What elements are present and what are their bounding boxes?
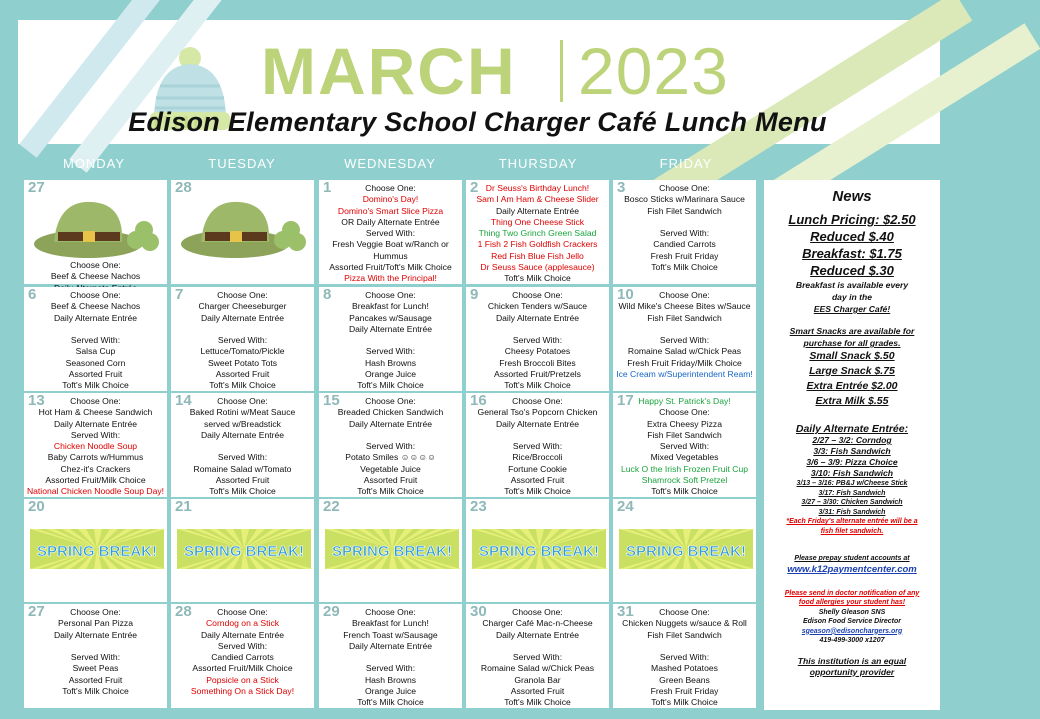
calendar-day-cell: [319, 499, 462, 602]
calendar-day-cell: [613, 604, 756, 708]
menu-line: Assorted Fruit: [68, 369, 123, 380]
day-number: 13: [28, 392, 45, 409]
title-divider: [560, 40, 563, 102]
spring-break-graphic: [472, 529, 606, 569]
day-number: 27: [28, 603, 45, 620]
calendar-day-cell: [171, 287, 314, 391]
alternate-entree-item: 3/31: Fish Sandwich: [818, 508, 886, 516]
calendar-day-cell: [171, 499, 314, 602]
menu-line: Ice Cream w/Superintendent Ream!: [616, 369, 753, 380]
menu-line: Fish Filet Sandwich: [647, 312, 722, 323]
menu-line: [319, 652, 462, 663]
menu-lines: [24, 396, 167, 498]
calendar-day-cell: [24, 393, 167, 497]
menu-line: Choose One:: [659, 290, 710, 300]
weekday-header-friday: FRIDAY: [659, 156, 713, 171]
menu-line: Served With:: [512, 441, 563, 452]
day-number: 22: [323, 498, 340, 515]
day-number: 21: [175, 498, 192, 515]
menu-lines: [466, 183, 609, 285]
calendar-day-cell: [319, 604, 462, 708]
menu-line: Sweet Peas: [72, 663, 119, 674]
menu-line: Daily Alternate Entrée: [495, 312, 580, 323]
menu-line: Fresh Fruit Friday/Milk Choice: [627, 357, 742, 368]
menu-line: Salsa Cup: [75, 346, 116, 357]
day-number: 7: [175, 286, 184, 303]
year-title: 2023: [578, 34, 729, 108]
weekday-header-thursday: THURSDAY: [498, 156, 578, 171]
breakfast-note: Breakfast is available every: [795, 280, 909, 290]
weekday-header-tuesday: TUESDAY: [208, 156, 276, 171]
menu-lines: [466, 290, 609, 392]
menu-line: Chicken Nuggets w/sauce & Roll: [622, 618, 747, 629]
menu-line: Toft's Milk Choice: [62, 686, 129, 697]
allergy-note: Please send in doctor notification of any: [784, 589, 920, 597]
snack-price: Extra Milk $.55: [815, 395, 889, 407]
menu-line: Served With:: [512, 335, 563, 346]
menu-line: Fortune Cookie: [508, 463, 567, 474]
menu-line: Mixed Vegetables: [650, 452, 719, 463]
menu-line: Daily Alternate Entrée: [495, 205, 580, 216]
menu-line: French Toast w/Sausage: [343, 629, 438, 640]
day-number: 15: [323, 392, 340, 409]
menu-line: Served With:: [217, 452, 268, 463]
menu-line: Pizza With the Principal!: [344, 273, 437, 284]
calendar-day-cell: [613, 393, 756, 497]
calendar-day-cell: [466, 499, 609, 602]
menu-line: Dr Seuss Sauce (applesauce): [480, 262, 595, 273]
calendar-day-cell: [613, 287, 756, 391]
day-number: 3: [617, 179, 626, 196]
menu-line: Personal Pan Pizza: [58, 618, 133, 629]
menu-line: [24, 324, 167, 335]
menu-line: Daily Alternate Entrée: [200, 629, 285, 640]
day-number: 14: [175, 392, 192, 409]
menu-line: Choose One:: [659, 407, 710, 418]
menu-line: served w/Breadstick: [204, 418, 281, 429]
spring-break-graphic: [30, 529, 164, 569]
menu-line: [466, 430, 609, 441]
menu-line: Orange Juice: [364, 369, 417, 380]
menu-line: Choose One:: [217, 396, 268, 406]
alternate-entree-item: 3/10: Fish Sandwich: [810, 468, 894, 478]
menu-line: Fish Filet Sandwich: [647, 205, 722, 216]
day-number: 31: [617, 603, 634, 620]
menu-line: Choose One:: [512, 290, 563, 300]
menu-line: Served With:: [70, 429, 121, 440]
menu-line: [24, 641, 167, 652]
menu-line: Granola Bar: [514, 674, 561, 685]
menu-line: Romaine Salad w/Chick Peas: [480, 663, 595, 674]
menu-lines: [466, 396, 609, 498]
menu-line: Beef & Cheese Nachos: [50, 301, 141, 312]
menu-line: Baby Carrots w/Hummus: [47, 452, 144, 463]
spring-break-label: SPRING BREAK!: [183, 543, 305, 560]
menu-line: Choose One:: [512, 607, 563, 617]
weekday-header-monday: MONDAY: [62, 156, 126, 171]
spring-break-graphic: [177, 529, 311, 569]
news-panel: [764, 180, 940, 710]
spring-break-graphic: [619, 529, 753, 569]
menu-line: Choose One:: [659, 183, 710, 193]
alternate-entree-item: 2/27 – 3/2: Corndog: [812, 435, 892, 445]
calendar-day-cell: [171, 604, 314, 708]
alternate-entree-item: 3/6 – 3/9: Pizza Choice: [806, 457, 898, 467]
menu-lines: [171, 396, 314, 498]
menu-line: National Chicken Noodle Soup Day!: [26, 486, 165, 497]
menu-line: Toft's Milk Choice: [651, 262, 718, 273]
day-number: 23: [470, 498, 487, 515]
menu-line: Assorted Fruit: [215, 475, 270, 486]
menu-line: Served With:: [659, 228, 710, 239]
menu-line: Toft's Milk Choice: [651, 697, 718, 708]
menu-line: Assorted Fruit/Milk Choice: [192, 663, 293, 674]
menu-line: Something On a Stick Day!: [190, 686, 295, 697]
menu-line: Daily Alternate Entrée: [348, 640, 433, 651]
menu-line: Romaine Salad w/Chick Peas: [627, 346, 742, 357]
menu-line: Daily Alternate Entrée: [495, 418, 580, 429]
menu-line: Daily Alternate Entrée: [53, 418, 138, 429]
menu-line: Beef & Cheese Nachos: [50, 271, 141, 282]
menu-line: Toft's Milk Choice: [504, 486, 571, 497]
calendar-day-cell: [24, 604, 167, 708]
menu-line: Chez-it's Crackers: [60, 463, 131, 474]
calendar-day-cell: [613, 499, 756, 602]
menu-lines: [613, 607, 756, 709]
menu-line: Rice/Broccoli: [512, 452, 563, 463]
day-number: 1: [323, 179, 332, 196]
menu-line: [613, 217, 756, 228]
calendar-day-cell: [24, 287, 167, 391]
menu-line: Daily Alternate Entrée: [348, 323, 433, 334]
menu-line: Served With:: [512, 652, 563, 663]
day-number: 17: [617, 392, 634, 409]
menu-lines: [171, 290, 314, 392]
snack-price: Small Snack $.50: [809, 350, 895, 362]
calendar-day-cell: [171, 180, 314, 284]
menu-lines: [24, 607, 167, 697]
menu-line: Sam I Am Ham & Cheese Slider: [476, 194, 599, 205]
menu-line: Mashed Potatoes: [651, 663, 718, 674]
menu-line: Assorted Fruit/Toft's Milk Choice: [329, 262, 452, 273]
menu-line: Green Beans: [659, 674, 710, 685]
spring-break-label: SPRING BREAK!: [331, 543, 453, 560]
calendar-day-cell: [319, 287, 462, 391]
alternate-entree-item: 3/13 – 3/16: PB&J w/Cheese Stick: [796, 480, 908, 487]
menu-line: Charger Cheeseburger: [198, 301, 287, 312]
lunch-price: Lunch Pricing: $2.50: [788, 212, 916, 227]
calendar-day-cell: [466, 393, 609, 497]
menu-line: Choose One:: [512, 396, 563, 406]
friday-alternate-note: fish filet sandwich.: [820, 527, 884, 535]
menu-line: Candied Carrots: [653, 239, 716, 250]
spring-break-label: SPRING BREAK!: [625, 543, 747, 560]
menu-line: Hash Browns: [364, 357, 417, 368]
menu-line: Wild Mike's Cheese Bites w/Sauce: [618, 301, 751, 312]
menu-line: Served With:: [659, 335, 710, 346]
equal-opportunity-note: opportunity provider: [809, 666, 895, 677]
menu-line: Toft's Milk Choice: [504, 697, 571, 708]
menu-line: Fresh Veggie Boat w/Ranch or: [332, 239, 449, 250]
breakfast-note: EES Charger Café!: [813, 304, 891, 314]
smart-snacks-note: purchase for all grades.: [803, 338, 901, 348]
menu-line: Daily Alternate Entrée: [348, 418, 433, 429]
menu-line: Thing Two Grinch Green Salad: [478, 228, 597, 239]
menu-line: [466, 324, 609, 335]
menu-line: Cheesy Potatoes: [504, 346, 571, 357]
menu-line: Happy St. Patrick's Day!: [638, 396, 731, 406]
snack-price: Extra Entrée $2.00: [806, 380, 898, 392]
friday-alternate-note: *Each Friday's alternate entrée will be a: [786, 518, 918, 525]
menu-line: Served With:: [365, 228, 416, 239]
menu-line: Daily Alternate Entrée: [200, 429, 285, 440]
news-title: News: [832, 188, 872, 205]
menu-line: [319, 430, 462, 441]
page-title: Edison Elementary School Charger Café Lunch Menu: [128, 107, 827, 137]
menu-line: Assorted Fruit: [215, 369, 270, 380]
menu-line: 1 Fish 2 Fish Goldfish Crackers: [477, 239, 598, 250]
menu-line: Toft's Milk Choice: [62, 380, 129, 391]
menu-line: Choose One:: [70, 290, 121, 300]
day-number: 29: [323, 603, 340, 620]
alternate-entree-item: 3/27 – 3/30: Chicken Sandwich: [801, 499, 903, 506]
menu-line: Fresh Fruit Friday: [650, 686, 719, 697]
menu-line: Vegetable Juice: [360, 463, 421, 474]
menu-line: Romaine Salad w/Tomato: [193, 463, 292, 474]
leprechaun-hat-icon: [32, 192, 162, 266]
day-number: 2: [470, 179, 479, 196]
calendar-day-cell: [613, 180, 756, 284]
menu-line: Extra Cheesy Pizza: [647, 418, 722, 429]
menu-line: Shamrock Soft Pretzel: [641, 475, 728, 486]
calendar-day-cell: [466, 287, 609, 391]
menu-line: Domino's Day!: [362, 194, 419, 205]
day-number: 27: [28, 179, 45, 196]
spring-break-label: SPRING BREAK!: [36, 543, 158, 560]
calendar-day-cell: [466, 604, 609, 708]
menu-line: Choose One:: [217, 607, 268, 617]
contact-name: Shelly Gleason SNS: [818, 608, 886, 616]
menu-line: Toft's Milk Choice: [209, 380, 276, 391]
menu-line: OR Daily Alternate Entrée: [341, 216, 440, 227]
contact-title: Edison Food Service Director: [802, 618, 902, 625]
menu-line: Served With:: [70, 652, 121, 663]
contact-phone: 419-499-3000 x1207: [819, 637, 885, 644]
day-number: 6: [28, 286, 37, 303]
menu-line: Assorted Fruit/Milk Choice: [45, 475, 146, 486]
menu-lines: [319, 290, 462, 392]
menu-line: Daily Alternate Entrée: [53, 312, 138, 323]
menu-line: Toft's Milk Choice: [651, 486, 718, 497]
menu-line: Fish Filet Sandwich: [647, 629, 722, 640]
menu-line: Sweet Potato Tots: [207, 357, 278, 368]
alternate-entree-item: 3/3: Fish Sandwich: [813, 446, 891, 456]
day-number: 16: [470, 392, 487, 409]
menu-line: Choose One:: [365, 607, 416, 617]
day-number: 9: [470, 286, 479, 303]
menu-line: Choose One:: [365, 183, 416, 193]
day-number: 10: [617, 286, 634, 303]
menu-lines: [319, 607, 462, 709]
menu-line: Choose One:: [365, 290, 416, 300]
reduced-breakfast-price: Reduced $.30: [810, 263, 894, 278]
menu-line: Dr Seuss's Birthday Lunch!: [485, 183, 590, 193]
menu-line: Served With:: [659, 441, 710, 452]
menu-line: Pancakes w/Sausage: [349, 312, 432, 323]
menu-line: [319, 335, 462, 346]
menu-line: Candied Carrots: [211, 652, 274, 663]
equal-opportunity-note: This institution is an equal: [797, 655, 907, 666]
menu-line: Choose One:: [659, 607, 710, 617]
snack-price: Large Snack $.75: [809, 365, 895, 377]
menu-line: Toft's Milk Choice: [357, 380, 424, 391]
day-number: 24: [617, 498, 634, 515]
menu-lines: [613, 396, 756, 498]
menu-lines: [319, 183, 462, 285]
menu-line: Domino's Smart Slice Pizza: [337, 205, 444, 216]
menu-lines: [171, 607, 314, 697]
menu-line: Fish Filet Sandwich: [647, 429, 722, 440]
menu-lines: [613, 290, 756, 380]
menu-line: Potato Smiles ☺☺☺☺: [345, 452, 436, 463]
menu-line: Assorted Fruit: [510, 686, 565, 697]
calendar-day-cell: [319, 393, 462, 497]
spring-break-graphic: [325, 529, 459, 569]
menu-line: Hot Ham & Cheese Sandwich: [38, 407, 153, 418]
menu-line: Baked Rotini w/Meat Sauce: [189, 407, 296, 418]
calendar-day-cell: [466, 180, 609, 284]
menu-line: Choose One:: [70, 607, 121, 617]
alternate-entree-item: 3/17: Fish Sandwich: [818, 489, 886, 497]
day-number: 30: [470, 603, 487, 620]
prepay-note: Please prepay student accounts at: [794, 555, 910, 562]
menu-lines: [319, 396, 462, 498]
day-number: 20: [28, 498, 45, 515]
menu-line: Choose One:: [70, 396, 121, 406]
menu-line: Toft's Milk Choice: [504, 380, 571, 391]
menu-line: Served With:: [365, 663, 416, 674]
menu-line: Lettuce/Tomato/Pickle: [200, 346, 285, 357]
menu-line: Chicken Noodle Soup: [53, 441, 138, 452]
menu-line: Popsicle on a Stick: [206, 674, 279, 685]
menu-line: Corndog on a Stick: [205, 618, 280, 629]
breakfast-note: day in the: [831, 292, 873, 302]
day-number: 28: [175, 603, 192, 620]
day-number: 28: [175, 179, 192, 196]
menu-line: Toft's Milk Choice: [209, 486, 276, 497]
menu-line: Served With:: [365, 441, 416, 452]
menu-line: Red Fish Blue Fish Jello: [491, 250, 584, 261]
menu-line: Served With:: [70, 335, 121, 346]
menu-line: Breaded Chicken Sandwich: [337, 407, 444, 418]
menu-line: Served With:: [659, 652, 710, 663]
menu-line: Toft's Milk Choice: [357, 697, 424, 708]
menu-line: [171, 441, 314, 452]
leprechaun-hat-icon: [179, 192, 309, 266]
menu-lines: [466, 607, 609, 709]
menu-line: Seasoned Corn: [65, 357, 126, 368]
calendar-day-cell: [24, 499, 167, 602]
menu-line: Toft's Milk Choice: [504, 273, 571, 284]
menu-line: Fresh Fruit Friday: [650, 250, 719, 261]
menu-line: Charger Café Mac-n-Cheese: [482, 618, 593, 629]
calendar-day-cell: [319, 180, 462, 284]
menu-line: Bosco Sticks w/Marinara Sauce: [624, 194, 745, 205]
day-number: 8: [323, 286, 332, 303]
menu-line: Breakfast for Lunch!: [352, 301, 429, 312]
breakfast-price: Breakfast: $1.75: [802, 246, 902, 261]
menu-line: [613, 641, 756, 652]
alternate-entree-title: Daily Alternate Entrée:: [795, 423, 909, 435]
menu-line: Breakfast for Lunch!: [352, 618, 429, 629]
menu-lines: [24, 290, 167, 392]
calendar-day-cell: [171, 393, 314, 497]
menu-line: Served With:: [365, 346, 416, 357]
reduced-lunch-price: Reduced $.40: [810, 229, 894, 244]
menu-line: General Tso's Popcorn Chicken: [477, 407, 598, 418]
weekday-header-wednesday: WEDNESDAY: [344, 156, 436, 171]
menu-line: Served With:: [217, 640, 268, 651]
menu-line: Assorted Fruit/Pretzels: [494, 369, 581, 380]
calendar-day-cell: [24, 180, 167, 284]
menu-line: Toft's Milk Choice: [357, 486, 424, 497]
menu-line: Assorted Fruit: [68, 674, 123, 685]
menu-line: Served With:: [217, 335, 268, 346]
menu-line: Daily Alternate Entrée: [53, 629, 138, 640]
month-title: MARCH: [261, 34, 517, 108]
menu-lines: [613, 183, 756, 273]
menu-line: Choose One:: [70, 260, 121, 270]
menu-line: Fresh Broccoli Bites: [499, 357, 576, 368]
spring-break-label: SPRING BREAK!: [478, 543, 600, 560]
menu-line: Hummus: [373, 250, 408, 261]
menu-line: [613, 324, 756, 335]
menu-line: Hash Browns: [364, 674, 417, 685]
contact-email[interactable]: sgeason@edisonchargers.org: [801, 627, 903, 635]
allergy-note: food allergies your student has!: [798, 599, 906, 606]
menu-line: Luck O the Irish Frozen Fruit Cup: [620, 463, 749, 474]
menu-line: Choose One:: [217, 290, 268, 300]
menu-line: [171, 324, 314, 335]
menu-line: Thing One Cheese Stick: [490, 216, 585, 227]
menu-line: Daily Alternate Entrée: [495, 629, 580, 640]
menu-line: Orange Juice: [364, 686, 417, 697]
smart-snacks-note: Smart Snacks are available for: [789, 326, 915, 336]
payment-link[interactable]: www.k12paymentcenter.com: [787, 563, 917, 575]
menu-line: Assorted Fruit: [363, 475, 418, 486]
menu-line: Chicken Tenders w/Sauce: [487, 301, 588, 312]
menu-line: Assorted Fruit: [510, 475, 565, 486]
menu-line: Daily Alternate Entrée: [200, 312, 285, 323]
menu-line: [466, 641, 609, 652]
menu-line: Choose One:: [365, 396, 416, 406]
